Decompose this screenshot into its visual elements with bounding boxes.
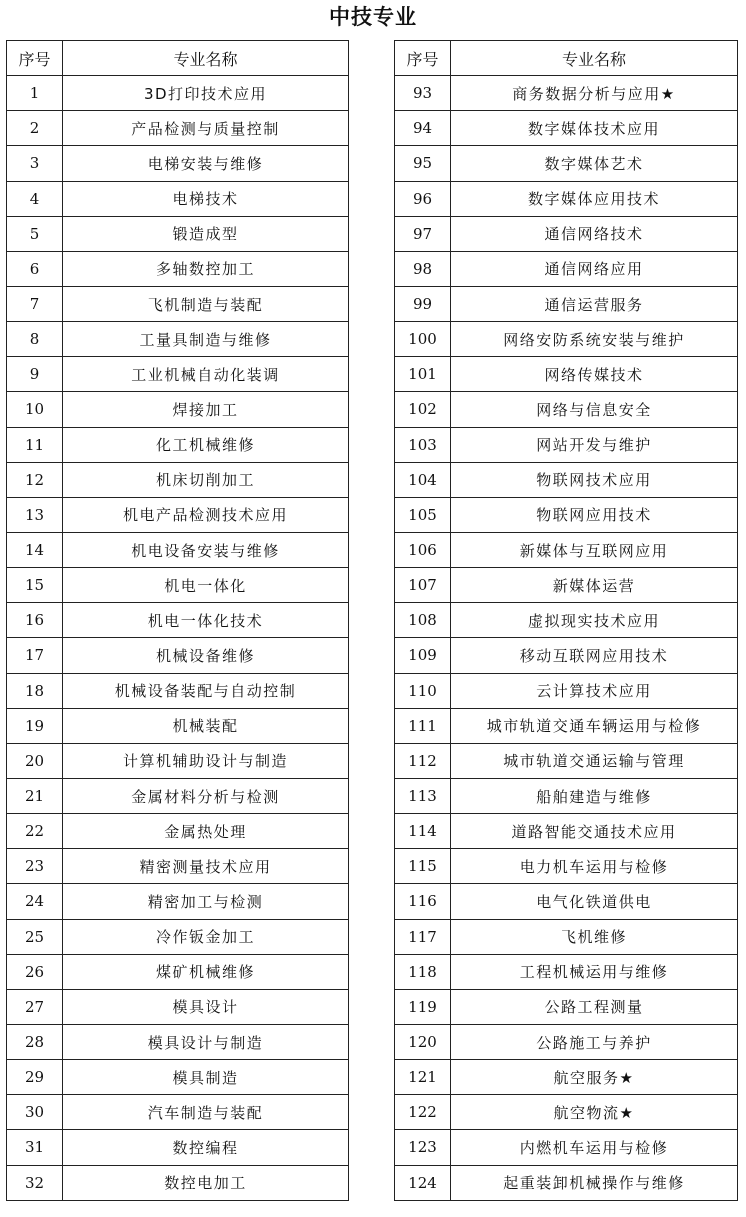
table-row: [7, 111, 349, 146]
row-major-name: 工程机械运用与维修: [451, 954, 738, 989]
row-major-name: 虚拟现实技术应用: [451, 603, 738, 638]
row-index: 25: [7, 919, 63, 954]
row-major-name: 移动互联网应用技术: [451, 638, 738, 673]
row-major-name: 新媒体运营: [451, 568, 738, 603]
table-row: [395, 673, 738, 708]
major-table-left: [6, 40, 349, 1201]
row-major-name: 产品检测与质量控制: [63, 111, 349, 146]
table-row: [7, 989, 349, 1024]
row-major-name: 内燃机车运用与检修: [451, 1130, 738, 1165]
row-major-name: 冷作钣金加工: [63, 919, 349, 954]
table-row: [395, 111, 738, 146]
table-row: [7, 1024, 349, 1059]
table-row: [395, 181, 738, 216]
row-index: 15: [7, 568, 63, 603]
table-row: [395, 603, 738, 638]
row-index: 26: [7, 954, 63, 989]
row-major-name: 数字媒体艺术: [451, 146, 738, 181]
row-index: 3: [7, 146, 63, 181]
table-row: [7, 919, 349, 954]
table-row: [7, 884, 349, 919]
row-index: 112: [395, 743, 451, 778]
row-index: 28: [7, 1024, 63, 1059]
table-row: [7, 743, 349, 778]
table-header-row: [7, 41, 349, 76]
row-index: 119: [395, 989, 451, 1024]
table-row: [395, 462, 738, 497]
row-major-name: 公路工程测量: [451, 989, 738, 1024]
table-row: [7, 392, 349, 427]
row-major-name: 机械设备装配与自动控制: [63, 673, 349, 708]
row-major-name: 商务数据分析与应用★: [451, 76, 738, 111]
row-major-name: 计算机辅助设计与制造: [63, 743, 349, 778]
table-row: [7, 427, 349, 462]
row-major-name: 3D打印技术应用: [63, 76, 349, 111]
row-index: 24: [7, 884, 63, 919]
row-index: 93: [395, 76, 451, 111]
row-major-name: 焊接加工: [63, 392, 349, 427]
table-row: [7, 497, 349, 532]
table-row: [395, 532, 738, 567]
table-row: [7, 638, 349, 673]
row-major-name: 云计算技术应用: [451, 673, 738, 708]
table-row: [7, 1060, 349, 1095]
row-index: 98: [395, 251, 451, 286]
row-index: 96: [395, 181, 451, 216]
row-index: 1: [7, 76, 63, 111]
row-index: 121: [395, 1060, 451, 1095]
table-row: [7, 1130, 349, 1165]
row-major-name: 机床切削加工: [63, 462, 349, 497]
row-major-name: 通信网络应用: [451, 251, 738, 286]
table-row: [7, 1095, 349, 1130]
table-row: [7, 251, 349, 286]
row-major-name: 精密测量技术应用: [63, 849, 349, 884]
table-row: [395, 884, 738, 919]
table-row: [7, 603, 349, 638]
table-row: [395, 638, 738, 673]
row-index: 16: [7, 603, 63, 638]
row-major-name: 城市轨道交通车辆运用与检修: [451, 708, 738, 743]
row-major-name: 电力机车运用与检修: [451, 849, 738, 884]
table-row: [395, 357, 738, 392]
row-index: 104: [395, 462, 451, 497]
row-index: 11: [7, 427, 63, 462]
table-row: [7, 286, 349, 321]
table-row: [395, 954, 738, 989]
row-index: 110: [395, 673, 451, 708]
table-row: [395, 1024, 738, 1059]
table-row: [395, 919, 738, 954]
header-index: 序号: [395, 41, 451, 76]
row-index: 6: [7, 251, 63, 286]
table-row: [7, 778, 349, 813]
table-row: [7, 849, 349, 884]
row-index: 109: [395, 638, 451, 673]
row-index: 8: [7, 322, 63, 357]
row-major-name: 电梯安装与维修: [63, 146, 349, 181]
row-major-name: 模具制造: [63, 1060, 349, 1095]
row-index: 20: [7, 743, 63, 778]
row-major-name: 机电一体化: [63, 568, 349, 603]
row-index: 122: [395, 1095, 451, 1130]
row-index: 105: [395, 497, 451, 532]
major-table-right: [394, 40, 738, 1201]
row-major-name: 物联网应用技术: [451, 497, 738, 532]
table-row: [7, 673, 349, 708]
row-major-name: 船舶建造与维修: [451, 778, 738, 813]
row-major-name: 数控编程: [63, 1130, 349, 1165]
row-major-name: 机电设备安装与维修: [63, 532, 349, 567]
table-row: [7, 181, 349, 216]
table-row: [395, 568, 738, 603]
row-index: 120: [395, 1024, 451, 1059]
row-index: 124: [395, 1165, 451, 1200]
row-index: 101: [395, 357, 451, 392]
row-index: 103: [395, 427, 451, 462]
row-index: 108: [395, 603, 451, 638]
table-row: [395, 216, 738, 251]
table-row: [395, 1130, 738, 1165]
row-major-name: 数字媒体应用技术: [451, 181, 738, 216]
row-major-name: 新媒体与互联网应用: [451, 532, 738, 567]
header-name: 专业名称: [451, 41, 738, 76]
row-major-name: 工量具制造与维修: [63, 322, 349, 357]
row-index: 99: [395, 286, 451, 321]
row-major-name: 城市轨道交通运输与管理: [451, 743, 738, 778]
table-header-row: [395, 41, 738, 76]
row-index: 29: [7, 1060, 63, 1095]
row-major-name: 机电一体化技术: [63, 603, 349, 638]
row-index: 23: [7, 849, 63, 884]
table-row: [7, 322, 349, 357]
table-row: [395, 322, 738, 357]
row-major-name: 锻造成型: [63, 216, 349, 251]
table-row: [7, 954, 349, 989]
table-row: [7, 708, 349, 743]
row-major-name: 机械设备维修: [63, 638, 349, 673]
row-index: 100: [395, 322, 451, 357]
row-index: 116: [395, 884, 451, 919]
row-index: 111: [395, 708, 451, 743]
row-index: 10: [7, 392, 63, 427]
row-index: 7: [7, 286, 63, 321]
row-index: 115: [395, 849, 451, 884]
row-major-name: 机械装配: [63, 708, 349, 743]
row-major-name: 模具设计: [63, 989, 349, 1024]
row-index: 19: [7, 708, 63, 743]
row-major-name: 数字媒体技术应用: [451, 111, 738, 146]
row-major-name: 网络传媒技术: [451, 357, 738, 392]
header-index: 序号: [7, 41, 63, 76]
row-index: 113: [395, 778, 451, 813]
table-row: [7, 568, 349, 603]
table-row: [395, 1165, 738, 1200]
table-row: [395, 427, 738, 462]
row-index: 95: [395, 146, 451, 181]
row-index: 94: [395, 111, 451, 146]
table-row: [395, 1095, 738, 1130]
row-major-name: 飞机维修: [451, 919, 738, 954]
table-row: [7, 814, 349, 849]
row-major-name: 电气化铁道供电: [451, 884, 738, 919]
table-row: [395, 708, 738, 743]
table-row: [395, 76, 738, 111]
row-index: 117: [395, 919, 451, 954]
row-index: 2: [7, 111, 63, 146]
table-row: [7, 146, 349, 181]
table-row: [395, 743, 738, 778]
row-index: 30: [7, 1095, 63, 1130]
table-row: [395, 251, 738, 286]
row-index: 5: [7, 216, 63, 251]
row-index: 9: [7, 357, 63, 392]
row-index: 31: [7, 1130, 63, 1165]
row-index: 22: [7, 814, 63, 849]
row-major-name: 通信网络技术: [451, 216, 738, 251]
header-name: 专业名称: [63, 41, 349, 76]
row-major-name: 网络与信息安全: [451, 392, 738, 427]
row-index: 106: [395, 532, 451, 567]
row-major-name: 汽车制造与装配: [63, 1095, 349, 1130]
row-major-name: 化工机械维修: [63, 427, 349, 462]
row-index: 102: [395, 392, 451, 427]
table-row: [7, 532, 349, 567]
row-major-name: 网站开发与维护: [451, 427, 738, 462]
table-row: [7, 76, 349, 111]
row-index: 18: [7, 673, 63, 708]
row-index: 21: [7, 778, 63, 813]
row-major-name: 机电产品检测技术应用: [63, 497, 349, 532]
table-row: [395, 778, 738, 813]
row-index: 97: [395, 216, 451, 251]
table-row: [395, 392, 738, 427]
row-index: 32: [7, 1165, 63, 1200]
row-major-name: 公路施工与养护: [451, 1024, 738, 1059]
row-index: 118: [395, 954, 451, 989]
row-major-name: 航空物流★: [451, 1095, 738, 1130]
table-row: [7, 1165, 349, 1200]
row-major-name: 网络安防系统安装与维护: [451, 322, 738, 357]
table-row: [395, 286, 738, 321]
table-row: [7, 357, 349, 392]
row-major-name: 精密加工与检测: [63, 884, 349, 919]
row-major-name: 电梯技术: [63, 181, 349, 216]
row-index: 17: [7, 638, 63, 673]
row-index: 123: [395, 1130, 451, 1165]
row-major-name: 道路智能交通技术应用: [451, 814, 738, 849]
table-row: [7, 216, 349, 251]
row-major-name: 数控电加工: [63, 1165, 349, 1200]
table-row: [7, 462, 349, 497]
row-major-name: 金属热处理: [63, 814, 349, 849]
row-major-name: 航空服务★: [451, 1060, 738, 1095]
table-row: [395, 497, 738, 532]
table-row: [395, 989, 738, 1024]
row-index: 12: [7, 462, 63, 497]
table-row: [395, 1060, 738, 1095]
row-major-name: 模具设计与制造: [63, 1024, 349, 1059]
row-major-name: 飞机制造与装配: [63, 286, 349, 321]
row-major-name: 起重装卸机械操作与维修: [451, 1165, 738, 1200]
row-index: 13: [7, 497, 63, 532]
row-major-name: 金属材料分析与检测: [63, 778, 349, 813]
page-title: 中技专业: [329, 5, 417, 29]
row-major-name: 物联网技术应用: [451, 462, 738, 497]
table-row: [395, 814, 738, 849]
row-index: 4: [7, 181, 63, 216]
row-index: 107: [395, 568, 451, 603]
row-index: 27: [7, 989, 63, 1024]
row-major-name: 通信运营服务: [451, 286, 738, 321]
table-row: [395, 146, 738, 181]
row-major-name: 多轴数控加工: [63, 251, 349, 286]
table-row: [395, 849, 738, 884]
row-index: 114: [395, 814, 451, 849]
row-major-name: 煤矿机械维修: [63, 954, 349, 989]
row-index: 14: [7, 532, 63, 567]
row-major-name: 工业机械自动化装调: [63, 357, 349, 392]
